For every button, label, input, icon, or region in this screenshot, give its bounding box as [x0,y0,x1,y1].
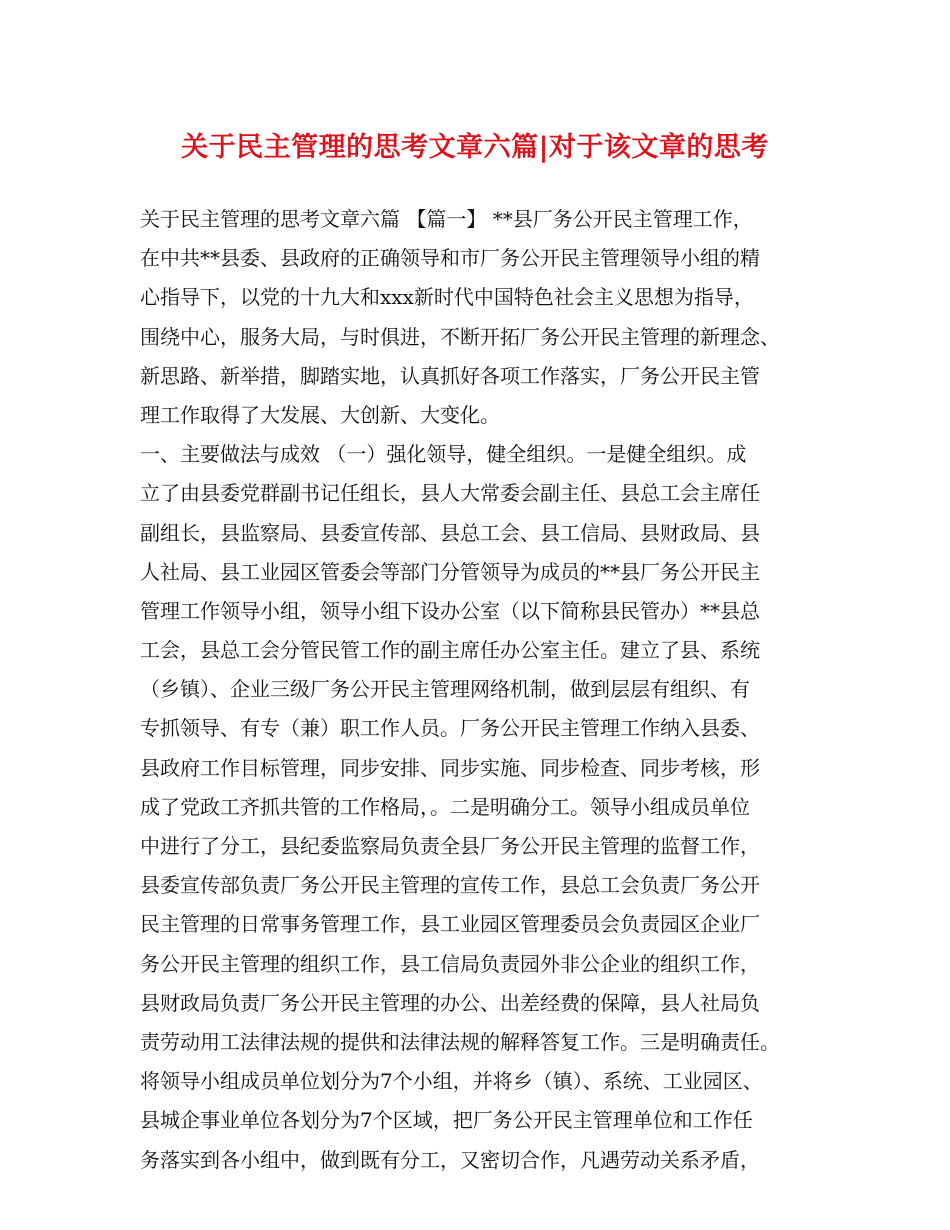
body-text-line: 一、主要做法与成效 （一）强化领导，健全组织。一是健全组织。成 [140,442,747,467]
body-text-line: 务公开民主管理的组织工作，县工信局负责园外非公企业的组织工作， [140,951,760,976]
body-text-line: 成了党政工齐抓共管的工作格局，。二是明确分工。领导小组成员单位 [140,794,750,819]
body-text-line: 围绕中心，服务大局，与时俱进，不断开拓厂务公开民主管理的新理念、 [140,324,780,349]
body-text-line: 心指导下，以党的十九大和xxx新时代中国特色社会主义思想为指导， [140,285,754,310]
body-text-line: 立了由县委党群副书记任组长，县人大常委会副主任、县总工会主席任 [140,481,760,506]
body-text-line: （乡镇）、企业三级厂务公开民主管理网络机制，做到层层有组织、有 [140,677,750,702]
document-title: 关于民主管理的思考文章六篇|对于该文章的思考 [181,132,769,163]
body-text-line: 新思路、新举措，脚踏实地，认真抓好各项工作落实，厂务公开民主管 [140,363,760,388]
body-text-line: 管理工作领导小组，领导小组下设办公室（以下简称县民管办）**县总 [140,598,760,623]
body-text-line: 专抓领导、有专（兼）职工作人员。厂务公开民主管理工作纳入县委、 [140,716,760,741]
body-text-line: 在中共**县委、县政府的正确领导和市厂务公开民主管理领导小组的精 [140,246,760,271]
body-text-line: 理工作取得了大发展、大创新、大变化。 [140,402,500,427]
body-text-line: 民主管理的日常事务管理工作，县工业园区管理委员会负责园区企业厂 [140,912,760,937]
body-text-line: 副组长，县监察局、县委宣传部、县总工会、县工信局、县财政局、县 [140,520,760,545]
body-text-line: 务落实到各小组中，做到既有分工，又密切合作，凡遇劳动关系矛盾， [140,1147,760,1172]
document-body [140,200,830,1180]
body-text-line: 关于民主管理的思考文章六篇 【篇一】 **县厂务公开民主管理工作， [140,207,753,231]
body-text-line: 县委宣传部负责厂务公开民主管理的宣传工作，县总工会负责厂务公开 [140,873,760,898]
body-text-line: 责劳动用工法律法规的提供和法律法规的解释答复工作。三是明确责任。 [140,1029,780,1054]
body-text-line: 县城企事业单位各划分为7个区域，把厂务公开民主管理单位和工作任 [140,1108,753,1133]
body-text-line: 工会，县总工会分管民管工作的副主席任办公室主任。建立了县、系统 [140,638,760,663]
body-text-line: 将领导小组成员单位划分为7个小组，并将乡（镇）、系统、工业园区、 [140,1069,763,1094]
body-text-line: 人社局、县工业园区管委会等部门分管领导为成员的**县厂务公开民主 [140,559,760,584]
body-text-line: 县政府工作目标管理，同步安排、同步实施、同步检查、同步考核，形 [140,755,760,780]
body-text-line: 县财政局负责厂务公开民主管理的办公、出差经费的保障，县人社局负 [140,990,760,1015]
body-text-line: 中进行了分工，县纪委监察局负责全县厂务公开民主管理的监督工作， [140,834,760,858]
